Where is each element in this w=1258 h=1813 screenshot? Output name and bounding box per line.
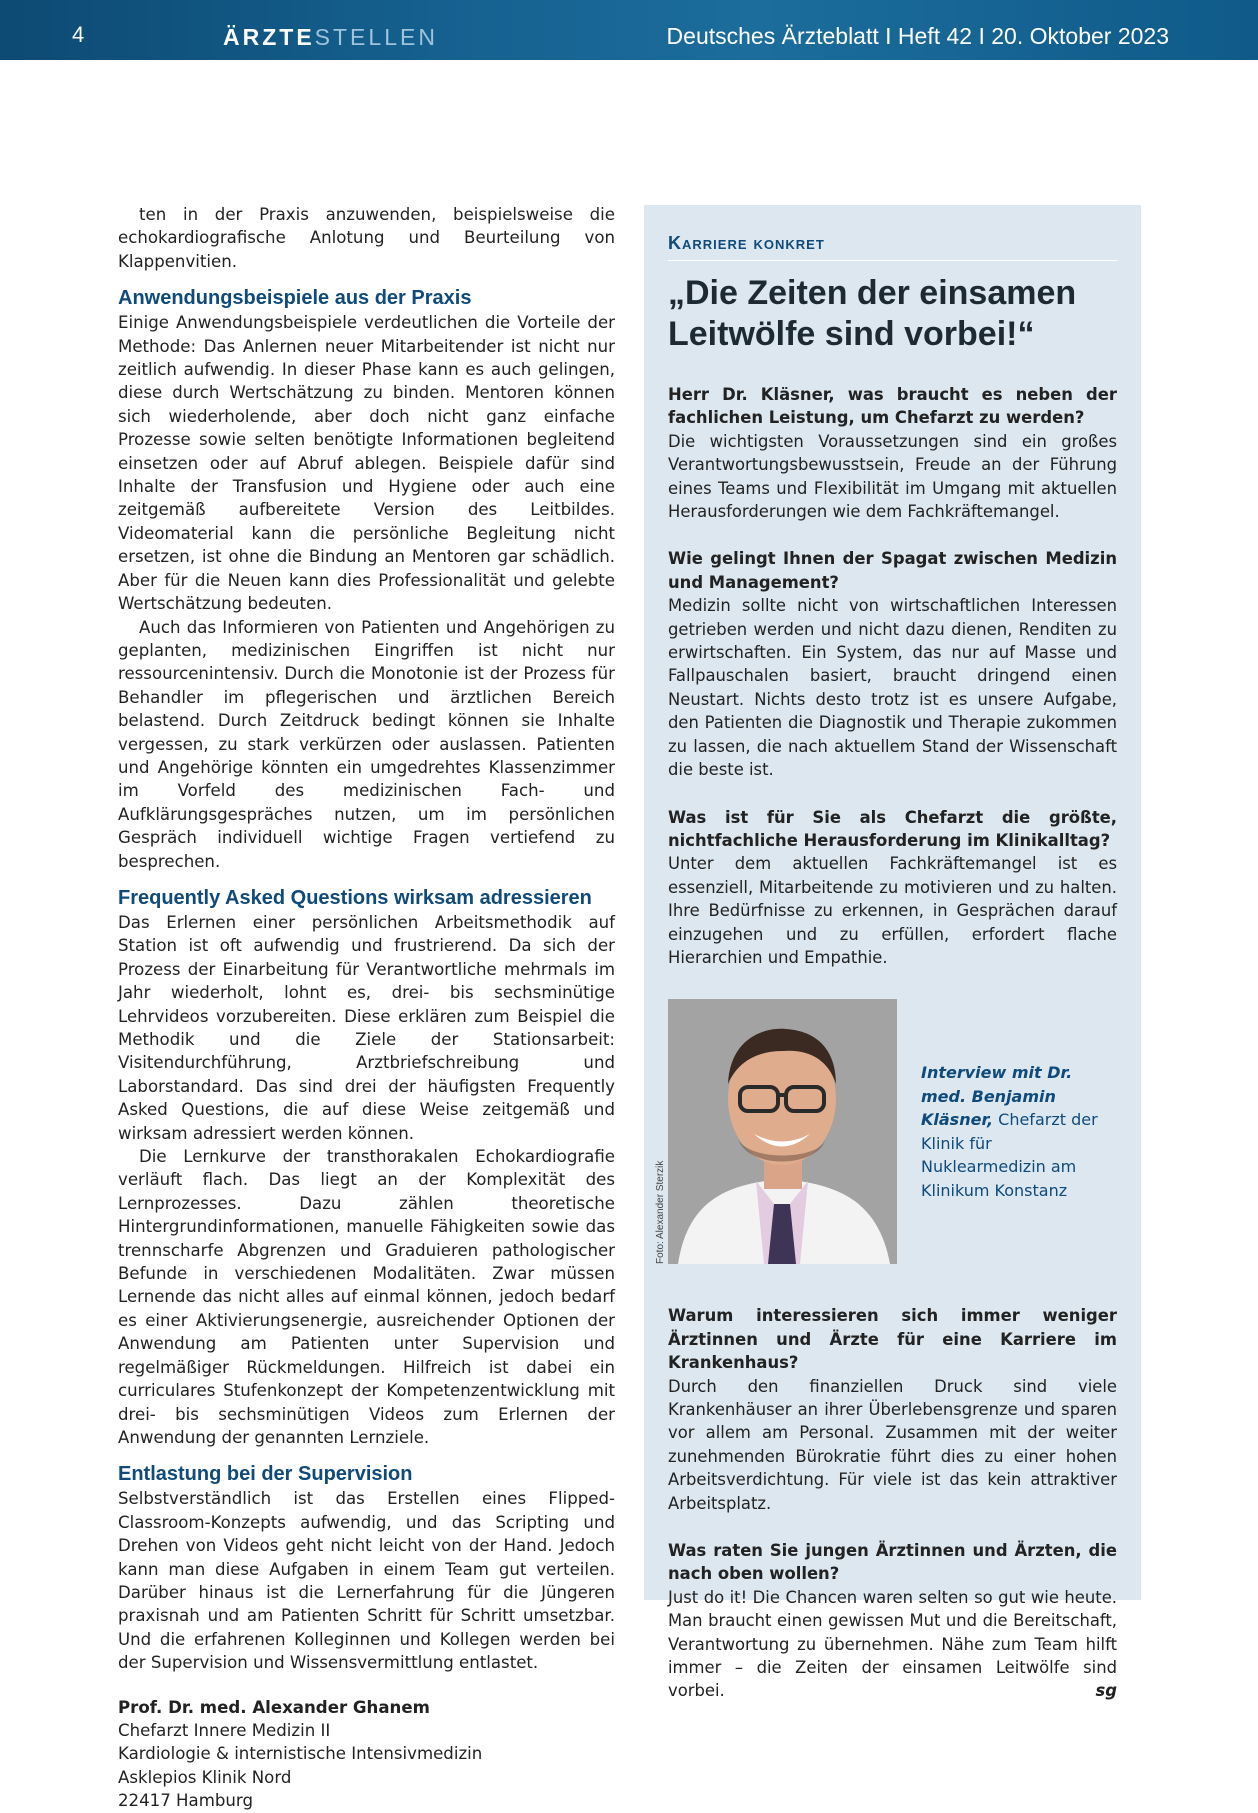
qa-item bbox=[668, 1539, 1117, 1703]
portrait-row bbox=[655, 999, 1117, 1265]
photo-credit: Foto: Alexander Sterzik bbox=[655, 1160, 666, 1265]
qa-item bbox=[668, 806, 1117, 970]
caption-text: Chefarzt der Klinik für Nuklearmedizin am Klinikum Konstanz bbox=[921, 1110, 1098, 1200]
question: Was raten Sie jungen Ärztinnen und Ärzten, die nach oben wollen? bbox=[668, 1541, 1117, 1584]
author-block bbox=[118, 1696, 615, 1813]
journal-issue: Deutsches Ärzteblatt I Heft 42 I 20. Oktober 2023 bbox=[666, 23, 1169, 49]
author-name: Prof. Dr. med. Alexander Ghanem bbox=[118, 1697, 430, 1717]
section-heading-faq: Frequently Asked Questions wirksam adressieren bbox=[118, 886, 592, 909]
qa-item bbox=[668, 547, 1117, 781]
question: Was ist für Sie als Chefarzt die größte, nichtfachliche Herausforderung im Klinikalltag? bbox=[668, 807, 1117, 850]
answer: Durch den finanziellen Druck sind viele Krankenhäuser an ihrer Überlebensgrenze und sparen vor allem am Personal. Zusammen mit der weiter zunehmenden Bürokratie führt dies zu einer hohen Arbeitsverdichtung. Für viele ist das kein attraktiver Arbeitsplatz. bbox=[668, 1376, 1117, 1513]
article-column bbox=[118, 203, 615, 1813]
portrait-caption bbox=[921, 1061, 1121, 1202]
section-heading-supervision: Entlastung bei der Supervision bbox=[118, 1463, 413, 1486]
question: Warum interessieren sich immer weniger Ärztinnen und Ärzte für eine Karriere im Krankenhaus? bbox=[668, 1306, 1117, 1373]
answer: Unter dem aktuellen Fachkräftemangel ist es essenziell, Mitarbeitende zu motivieren und zu halten. Ihre Bedürfnisse zu erkennen, in Gesprächen darauf einzugehen und zu erfüllen, erfordert flache Hierarchien und Empathie. bbox=[668, 854, 1117, 967]
answer: Medizin sollte nicht von wirtschaftlichen Interessen getrieben werden und nicht dazu dienen, Renditen zu erwirtschaften. Ein System, das nur auf Masse und Fallpauschalen basiert, braucht dringend einen Neustart. Nichts desto trotz ist es unsere Aufgabe, den Patienten die Diagnostik und Therapie zukommen zu lassen, die nach aktuellem Stand der Wissenschaft die beste ist. bbox=[668, 596, 1117, 780]
qa-item bbox=[668, 1304, 1117, 1515]
caption-emphasis: Interview mit Dr. med. Benjamin Kläsner, bbox=[921, 1063, 1073, 1130]
author-line: Asklepios Klinik Nord bbox=[118, 1767, 292, 1787]
brand-part2: STELLEN bbox=[314, 24, 438, 50]
page-header bbox=[0, 0, 1258, 60]
box-kicker: Karriere konkret bbox=[668, 233, 1117, 261]
qa-item bbox=[668, 383, 1117, 523]
interview-box bbox=[644, 205, 1141, 1701]
brand-part1: ÄRZTE bbox=[223, 24, 315, 50]
paragraph: Die Lernkurve der transthorakalen Echokardiografie verläuft flach. Das liegt an der Komplexität des Lernprozesses. Dazu zählen theoretische Hintergrundinformationen, manuelle Fähigkeiten sowie das trennscharfe Abgrenzen und Graduieren pathologischer Befunde in verschiedenen Modalitäten. Zwar müssen Lernende das nicht alles auf einmal können, jedoch bedarf es einer Aktivierungsenergie, ausreichender Optionen der Anwendung am Patienten unter Supervision und regelmäßiger Rückmeldungen. Hilfreich ist dabei ein curriculares Stufenkonzept der Kompetenzentwicklung mit drei- bis sechsminütigen Videos zum Erlernen der Anwendung der genannten Lernziele. bbox=[118, 1147, 615, 1447]
author-signature: sg bbox=[1095, 1681, 1117, 1701]
question: Herr Dr. Kläsner, was braucht es neben der fachlichen Leistung, um Chefarzt zu werden? bbox=[668, 385, 1117, 428]
question: Wie gelingt Ihnen der Spagat zwischen Medizin und Management? bbox=[668, 549, 1117, 592]
paragraph: Auch das Informieren von Patienten und Angehörigen zu geplanten, medizinischen Eingriffen ist nicht nur ressourcenintensiv. Durch die Monotonie ist der Prozess für Behandler im pflegerischen und ärztlichen Bereich belastend. Durch Zeitdruck bedingt können sie Inhalte vergessen, zu stark verkürzen oder auslassen. Patienten und Angehörige könnten ein umgedrehtes Klassenzimmer im Vorfeld des medizinischen Fach- und Aufklärungsgespräches nutzen, um im persönlichen Gespräch individuell wichtige Fragen vertiefend zu besprechen. bbox=[118, 617, 615, 871]
paragraph: Selbstverständlich ist das Erstellen eines Flipped-Classroom-Konzepts aufwendig, und das Scripting und Drehen von Videos geht nicht leicht von der Hand. Jedoch kann man diese Aufgaben in einem Team gut verteilen. Darüber hinaus ist die Lernerfahrung für die Jüngeren praxisnah und am Patienten Schritt für Schritt umsetzbar. Und die erfahrenen Kolleginnen und Kollegen werden bei der Supervision und Wissensvermittlung entlastet. bbox=[118, 1489, 615, 1673]
answer-last bbox=[668, 1586, 1117, 1703]
answer: Just do it! Die Chancen waren selten so gut wie heute. Man braucht einen gewissen Mut und die Bereitschaft, Verantwortung zu übernehmen. Nähe zum Team hilft immer – die Zeiten der einsamen Leitwölfe sind vorbei. bbox=[668, 1587, 1117, 1701]
paragraph-continued: ten in der Praxis anzuwenden, beispielsweise die echokardiografische Anlotung und Beurteilung von Klappenvitien. bbox=[118, 205, 615, 271]
box-headline: „Die Zeiten der einsamen Leitwölfe sind vorbei!“ bbox=[668, 274, 1077, 353]
answer: Die wichtigsten Voraussetzungen sind ein großes Verantwortungsbewusstsein, Freude an der Führung eines Teams und Flexibilität im Umgang mit aktuellen Herausforderungen wie dem Fachkräftemangel. bbox=[668, 431, 1117, 522]
author-line: Kardiologie & internistische Intensivmedizin bbox=[118, 1744, 483, 1764]
paragraph: Einige Anwendungsbeispiele verdeutlichen die Vorteile der Methode: Das Anlernen neuer Mitarbeitender ist nicht nur zeitlich aufwendig. In dieser Phase kann es auch gelingen, diese durch Wertschätzung zu binden. Mentoren können sich wiederholende, aber doch nicht ganz einfache Prozesse sowie selten benötigte Informationen begleitend einsetzen oder auf Abruf ablegen. Beispiele dafür sind Inhalte der Transfusion und Hygiene oder auch eine zeitgemäß aufbereitete Version des Leitbildes. Videomaterial kann die persönliche Begleitung nicht ersetzen, ist ohne die Bindung an Mentoren gar schädlich. Aber für die Neuen kann dies Professionalität und gelebte Wertschätzung bedeuten. bbox=[118, 313, 615, 614]
brand-logo bbox=[223, 24, 438, 51]
portrait-illustration bbox=[668, 999, 897, 1264]
page-number: 4 bbox=[72, 22, 85, 47]
author-line: Chefarzt Innere Medizin II bbox=[118, 1720, 331, 1740]
section-heading-praxis: Anwendungsbeispiele aus der Praxis bbox=[118, 287, 472, 310]
paragraph: Das Erlernen einer persönlichen Arbeitsmethodik auf Station ist oft aufwendig und frustrierend. Da sich der Prozess der Einarbeitung für Verantwortliche mehrmals im Jahr wiederholt, lohnt es, drei- bis sechsminütige Lehrvideos vorzubereiten. Diese erklären zum Beispiel die Methodik und die Ziele der Stationsarbeit: Visitendurchführung, Arztbriefschreibung und Laborstandard. Das sind drei der häufigsten Frequently Asked Questions, die auf diese Weise zeitgemäß und wirksam adressiert werden können. bbox=[118, 912, 615, 1143]
author-line: 22417 Hamburg bbox=[118, 1791, 253, 1811]
portrait-photo bbox=[668, 999, 897, 1264]
